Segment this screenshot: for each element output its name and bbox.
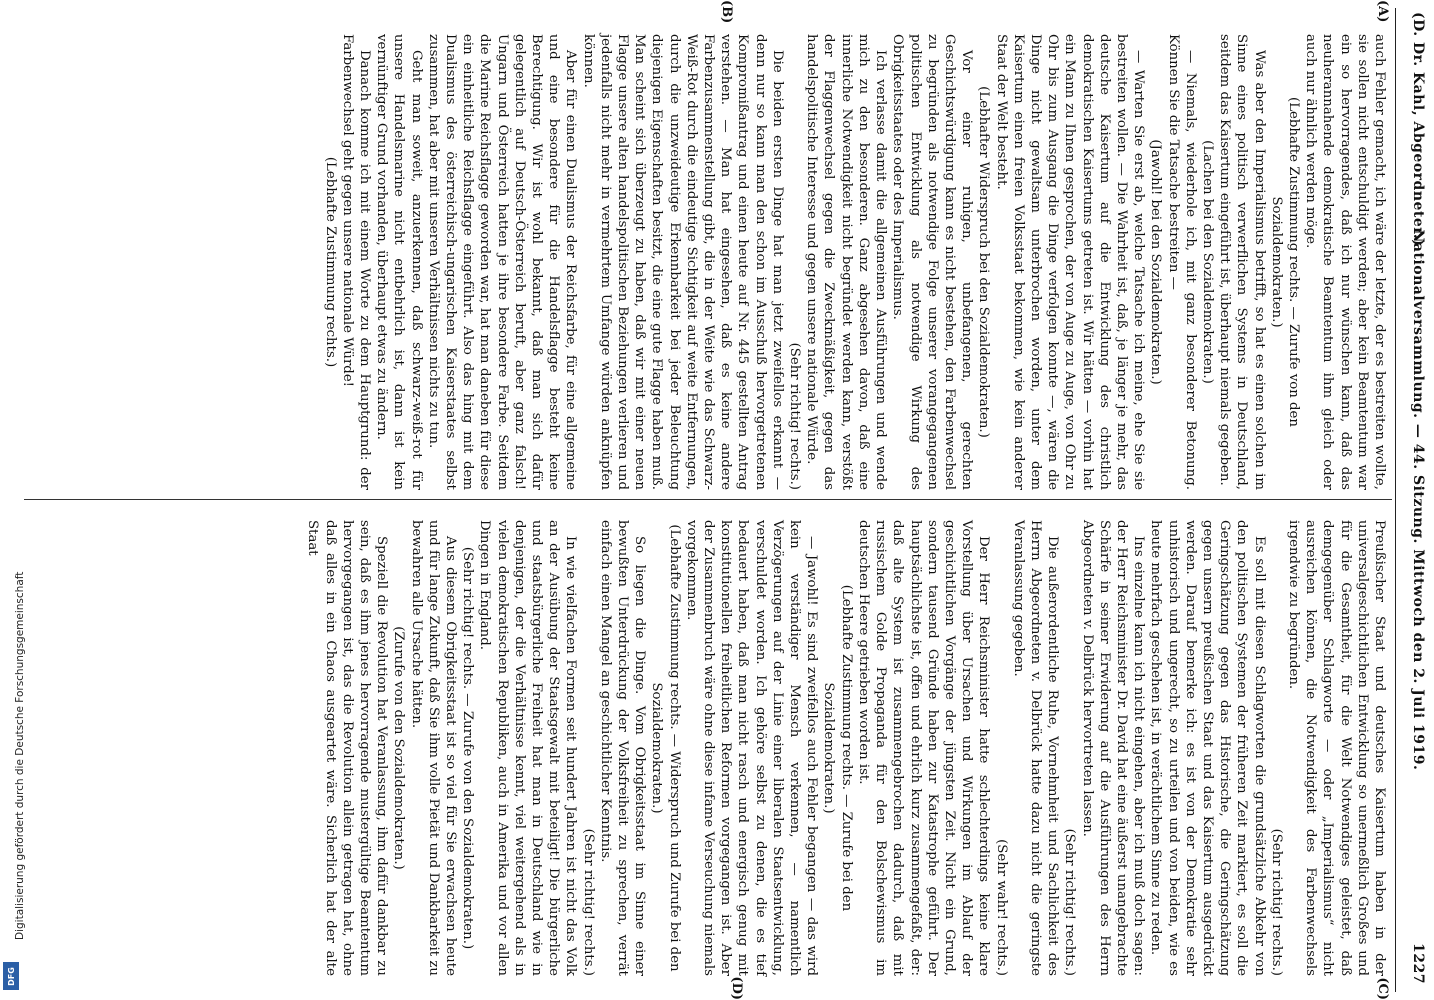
paragraph: Ich verlasse damit die allgemeinen Ausführungen und wende mich zu den besonderen. Ganz abgesehen davon, daß eine innerliche Notwendigkeit nicht begründet werden kann, verstößt der Flaggenwechsel gegen die Zweckmäßigkeit, gegen das handelspolitische Interesse und gegen unsere nationale Würde. <box>804 34 889 490</box>
interjection: (Sehr richtig! rechts.) <box>1268 828 1284 976</box>
interjection: (Jawohl! bei den Sozialdemokraten.) <box>1148 139 1164 385</box>
margin-letter-c: (C) <box>1375 977 1390 1000</box>
margin-letter-a: (A) <box>1375 0 1390 23</box>
interjection: (Zurufe von den Sozialdemokraten.) <box>391 626 407 870</box>
interjection: (Lebhafte Zustimmung rechts.) <box>322 156 338 368</box>
paragraph: Speziell die Revolution hat Veranlassung, ihm dafür dankbar zu sein, daß es ihm jenes hervorragende mustergültige Beamtentum hervorgegangen ist, das die Revolution allein getragen hat, ohne daß alles in ein Chaos ausgeartet wäre. Sicherlich hat der alte Staat <box>305 520 390 976</box>
paragraph: Aus diesem Obrigkeitsstaat ist so viel für Sie erwachsen heute und für lange Zukunft, daß Sie ihm volle Pietät und Dankbarkeit zu bewahren alle Ursache hätten. <box>408 520 459 976</box>
paragraph: Der Herr Reichsminister hatte schlechterdings keine klare Vorstellung über Ursachen und Wirkungen im Ablauf der geschichtlichen Vorgänge der jüngsten Zeit. Nicht ein Grund, sondern tausend Gründe haben zur Katastrophe geführt. Der hauptsächlichste ist, offen und ehrlich kurz zusammengefaßt, der: daß alte System ist zusammengebrochen dadurch, daß mit russischem Golde Propaganda für den Bolschewismus im deutschen Heere getrieben worden ist. <box>855 520 992 976</box>
left-text-column <box>304 520 1388 976</box>
margin-letter-d: (D) <box>729 976 744 1000</box>
speaker-heading: (D. Dr. Kahl, Abgeordneter.) <box>1410 12 1426 247</box>
paragraph: Geht man soweit, anzuerkennen, daß schwarz-weiß-rot für unsere Handelsmarine nicht entbehrlich ist, dann ist kein vernünftiger Grund vorhanden, überhaupt etwas zu ändern. <box>374 34 424 490</box>
dfg-logo-icon: DFG <box>3 962 19 990</box>
right-text-column <box>321 34 1388 490</box>
paragraph: — Warten Sie erst ab, welche Tatsache ich meine, ehe Sie sie bestreiten wollen. — Die Wahrheit ist, daß, je länger je mehr, das deutsche Kaisertum auf die Entwicklung des christlich demokratischen Kaisertums getreten ist. Wir hätten — vorhin hat ein Mann zu Ihnen gesprochen, der von Auge zu Auge, von Ohr zu Ohr bis zum Ausgang die Dinge verfolgen konnte —, wären die Dinge nicht gewaltsam unterbrochen worden, unter dem Kaisertum einen freien Volksstaat bekommen, wie kein anderer Staat der Welt besteht. <box>993 34 1147 490</box>
interjection: (Lachen bei den Sozialdemokraten.) <box>1199 140 1215 384</box>
paragraph: Vor einer ruhigen, unbefangenen, gerechten Geschichtswürdigung kann es nicht bestehen, den Farbenwechsel zu begründen als notwendige Folge unserer vorangegangenen politischen Entwicklung als notwendige Wirkung des Obrigkeitsstaates oder des Imperialismus. <box>890 34 975 490</box>
paragraph: — Niemals, wiederhole ich, mit ganz besonderer Betonung. Können Sie die Tatsache bestreiten — <box>1165 34 1198 490</box>
paragraph: Was aber den Imperialismus betrifft, so hat es einen solchen im Sinne eines politisch verwerflichen Systems in Deutschland, seitdem das Kaisertum eingeführt ist, überhaupt niemals gegeben. <box>1217 34 1267 490</box>
column-divider <box>8 499 1392 500</box>
paragraph: Ins einzelne kann ich nicht eingehen, aber ich muß doch sagen: der Herr Reichsminister Dr. David hat eine äußerst unangebrachte Schärfe in seiner Erwiderung auf die Ausführungen des Herrn Abgeordneten v. Delbrück hervortreten lassen. <box>1079 520 1147 976</box>
paragraph: Es soll mit diesen Schlagworten die grundsätzliche Abkehr von den politischen Systemen der früheren Zeit markiert, es soll die Geringschätzung gegen das Historische, die Geringschätzung gegen unsern preußischen Staat und das Kaisertum ausgedrückt werden. Darauf bemerke ich: es ist von der Demokratie sehr unhistorisch und ungerecht, so zu urteilen und von beiden, wie es heute mehrfach geschehen ist, in verächtlichem Sinne zu reden. <box>1148 520 1267 976</box>
credit-strip: Digitalisierung gefördert durch die Deutsche Forschungsgemeinschaft DFG <box>0 0 24 1000</box>
paragraph: In wie vielfachen Formen seit hundert Jahren ist nicht das Volk an der Ausübung der Staatsgewalt mit beteiligt! Die bürgerliche und staatsbürgerliche Freiheit hat man in Deutschland wie in denjenigen, der die Verhältnisse kennt, viel weitergehend als in vielen demokratischen Republiken, auch in Amerika und vor allen Dingen in England. <box>477 520 579 976</box>
interjection: (Sehr wahr! rechts.) <box>993 839 1009 976</box>
page-title: Nationalversammlung. — 44. Sitzung. Mittwoch den 2. Juli 1919. <box>1410 229 1426 771</box>
paragraph: Preußischer Staat und deutsches Kaisertum haben in der universalgeschichtlichen Entwicklung so unermeßlich Großes und für die Gesamtheit, für die Welt Notwendiges geleistet, daß demgegenüber Schlagworte — oder „Imperialismus“ nicht ausreichen können, die Notwendigkeit des Farbenwechsels irgendwie zu begründen. <box>1285 520 1387 976</box>
paragraph: Die außerordentliche Ruhe, Vornehmheit und Sachlichkeit des Herrn Abgeordneten v. Delbrück hatte dazu nicht die geringste Veranlassung gegeben. <box>1010 520 1061 976</box>
interjection: (Sehr richtig! rechts. — Zurufe von den Sozialdemokraten.) <box>460 546 476 950</box>
paragraph: So liegen die Dinge. Vom Obrigkeitsstaat im Sinne einer bewußten Unterdrückung der Volksfreiheit zu sprechen, verrät einfach einen Mangel an geschichtlicher Kenntnis. <box>597 520 648 976</box>
interjection: (Lebhafte Zustimmung rechts. — Zurufe von den Sozialdemokraten.) <box>1268 97 1301 427</box>
paragraph: auch Fehler gemacht, ich wäre der letzte, der es bestreiten wollte, sie sollen nicht entschuldigt werden; aber kein Beamtentum war ein so hervorragendes, daß ich nur wünschen kann, daß das neuherannahende demokratische Beamtentum ihm gleich oder auch nur ähnlich werden möge. <box>1303 34 1387 490</box>
margin-letter-b: (B) <box>719 0 734 24</box>
paragraph: — Jawohl! Es sind zweifellos auch Fehler begangen — das wird kein verständiger Mensch verkennen, — namentlich Verzögerungen auf der Linie einer liberalen Staatsentwicklung, verschuldet worden. Ich gehöre selbst zu denen, die es tief bedauert haben, daß man nicht rasch und energisch genug mit konstitutionellen freiheitlichen Reformen vorgegangen ist. Aber der Zusammenbruch wäre ohne diese infame Verseuchung niemals vorgekommen. <box>683 520 820 976</box>
interjection: (Lebhafte Zustimmung rechts. — Zurufe bei den Sozialdemokraten.) <box>821 584 854 912</box>
interjection: (Sehr richtig! rechts.) <box>787 342 803 490</box>
interjection: (Lebhafte Zustimmung rechts. — Widerspruch und Zurufe bei den Sozialdemokraten.) <box>649 524 682 972</box>
page-number: 1227 <box>1410 943 1426 984</box>
paragraph: Die beiden ersten Dinge hat man jetzt zweifellos erkannt — denn nur so kann man den schon im Ausschuß hervorgetretenen Kompromißantrag und einen heute auf Nr. 445 gestellten Antrag verstehen. — Man hat eingesehen, daß es keine andere Farbenzusammenstellung gibt, die in der Weite wie das Schwarz-Weiß-Rot durch die eindeutige Sichtigkeit auf weite Entfernungen, durch die unzweideutige Erkennbarkeit bei jeder Beleuchtung diejenigen Eigenschaften besitzt, die eine gute Flagge haben muß. Man scheint sich überzeugt zu haben, daß wir mit einer neuen Flagge unsere alten handelspolitischen Beziehungen verlieren und jedenfalls nicht mehr in vermehrtem Umfange würden anknüpfen können. <box>580 34 785 490</box>
interjection: (Sehr richtig! rechts.) <box>580 828 596 976</box>
header-rule <box>1395 8 1396 992</box>
interjection: (Lebhafter Widerspruch bei den Sozialdemokraten.) <box>976 86 992 438</box>
paragraph: Aber für einen Dualismus der Reichsfarbe, für eine allgemeine und eine besondere für die Handelsflagge besteht keine Berechtigung. Wir ist wohl bekannt, daß man sich dafür gelegentlich auf Deutsch-Österreich beruft, aber ganz falsch! Ungarn und Österreich hatten je ihre besondere Farbe. Seitdem die Marine Reichsflagge geworden war, hat man daneben für diese ein einheitliche Reichsflagge eingeführt. Also das hing mit dem Dualismus des österreichisch-ungarischen Kaiserstaates selbst zusammen, hat aber mit unseren Verhältnissen nichts zu tun. <box>425 34 579 490</box>
interjection: (Sehr richtig! rechts.) <box>1062 828 1078 976</box>
paragraph: Danach komme ich mit einem Worte zu dem Hauptgrund: der Farbenwechsel geht gegen unsere nationale Würde! <box>339 34 373 490</box>
